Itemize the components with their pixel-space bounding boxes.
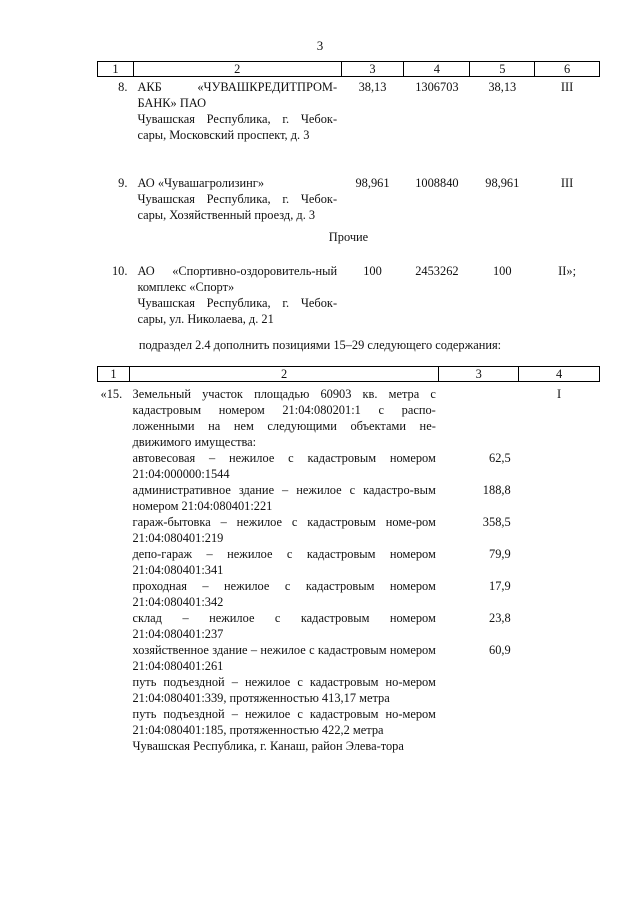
- object-description: путь подъездной – нежилое с кадастровым но-мером 21:04:080401:185, протяженностью 422,2 метра: [132, 707, 436, 737]
- value-cell: 100: [492, 264, 512, 278]
- column-header: 3: [439, 367, 519, 382]
- row-number: 9.: [118, 176, 128, 190]
- value-cell: 1306703: [415, 80, 459, 94]
- table-row: [98, 382, 600, 451]
- value-cell: 38,13: [488, 80, 517, 94]
- value-cell: III: [560, 176, 574, 190]
- area-value: 358,5: [482, 515, 511, 529]
- land-plot-description: Земельный участок площадью 60903 кв. метра с кадастровым номером 21:04:080201:1 с распо-ложенными на нем следующими объектами не-движимого имущества:: [132, 387, 436, 449]
- value-cell: 98,961: [485, 176, 520, 190]
- column-header: 1: [98, 62, 134, 77]
- area-value: 23,8: [489, 611, 511, 625]
- page-number: 3: [316, 38, 324, 53]
- column-header: 4: [404, 62, 470, 77]
- column-header: 6: [535, 62, 600, 77]
- area-value: 60,9: [489, 643, 511, 657]
- column-header: 4: [519, 367, 600, 382]
- value-cell: II»;: [558, 264, 577, 278]
- object-description: проходная – нежилое с кадастровым номером 21:04:080401:342: [132, 579, 436, 609]
- area-value: 17,9: [489, 579, 511, 593]
- category-cell: I: [557, 387, 562, 401]
- area-value: [439, 674, 519, 706]
- object-description: путь подъездной – нежилое с кадастровым но-мером 21:04:080401:339, протяженностью 413,17 метра: [132, 675, 436, 705]
- value-cell: 38,13: [358, 80, 387, 94]
- list-item: [98, 546, 600, 578]
- value-cell: III: [560, 80, 574, 94]
- area-value: [439, 706, 519, 738]
- area-value: 62,5: [489, 451, 511, 465]
- column-header: 1: [98, 367, 130, 382]
- list-item: [98, 610, 600, 642]
- table-row: [98, 77, 600, 144]
- organization-name: АО «Спортивно-оздоровитель-ный комплекс «Спорт»: [137, 264, 338, 294]
- value-cell: 100: [363, 264, 382, 278]
- list-item: [98, 706, 600, 738]
- row-number: 10.: [111, 264, 128, 278]
- property-table: [97, 366, 600, 754]
- list-item: [98, 482, 600, 514]
- section-title: Прочие: [328, 230, 369, 244]
- value-cell: 98,961: [355, 176, 390, 190]
- table-header-row: [98, 62, 600, 77]
- organization-cell: [133, 77, 341, 144]
- object-description: автовесовая – нежилое с кадастровым номером 21:04:000000:1544: [132, 451, 436, 481]
- object-description: хозяйственное здание – нежилое с кадастровым номером 21:04:080401:261: [132, 643, 436, 673]
- value-cell: [439, 382, 519, 451]
- table-header-row: [98, 367, 600, 382]
- area-value: 188,8: [482, 483, 511, 497]
- organization-address: Чувашская Республика, г. Чебок-сары, Хозяйственный проезд, д. 3: [137, 192, 338, 222]
- object-description: гараж-бытовка – нежилое с кадастровым номе-ром 21:04:080401:219: [132, 515, 436, 545]
- table-row: [98, 175, 600, 223]
- organization-cell: [133, 175, 341, 223]
- list-item: [98, 674, 600, 706]
- area-value: [439, 738, 519, 754]
- table-row: [98, 263, 600, 327]
- object-description: склад – нежилое с кадастровым номером 21:04:080401:237: [132, 611, 436, 641]
- property-address: Чувашская Республика, г. Канаш, район Элева-тора: [132, 739, 404, 753]
- organization-name: АКБ «ЧУВАШКРЕДИТПРОМ-БАНК» ПАО: [137, 80, 338, 110]
- row-number: «15.: [100, 387, 123, 401]
- list-item: [98, 578, 600, 610]
- object-description: депо-гараж – нежилое с кадастровым номером 21:04:080401:341: [132, 547, 436, 577]
- organization-address: Чувашская Республика, г. Чебок-сары, ул. Николаева, д. 21: [137, 296, 338, 326]
- value-cell: 2453262: [415, 264, 459, 278]
- organizations-table: [97, 61, 600, 327]
- organization-name: АО «Чувашагролизинг»: [137, 176, 265, 190]
- intro-paragraph: подраздел 2.4 дополнить позициями 15–29 следующего содержания:: [138, 338, 502, 352]
- column-header: 2: [133, 62, 341, 77]
- column-header: 5: [470, 62, 535, 77]
- list-item: [98, 738, 600, 754]
- list-item: [98, 642, 600, 674]
- organization-cell: [133, 263, 341, 327]
- list-item: [98, 514, 600, 546]
- column-header: 2: [129, 367, 438, 382]
- area-value: 79,9: [489, 547, 511, 561]
- list-item: [98, 450, 600, 482]
- column-header: 3: [341, 62, 404, 77]
- value-cell: 1008840: [415, 176, 459, 190]
- row-number: 8.: [118, 80, 128, 94]
- organization-address: Чувашская Республика, г. Чебок-сары, Московский проспект, д. 3: [137, 112, 338, 142]
- object-description: административное здание – нежилое с кадастро-вым номером 21:04:080401:221: [132, 483, 436, 513]
